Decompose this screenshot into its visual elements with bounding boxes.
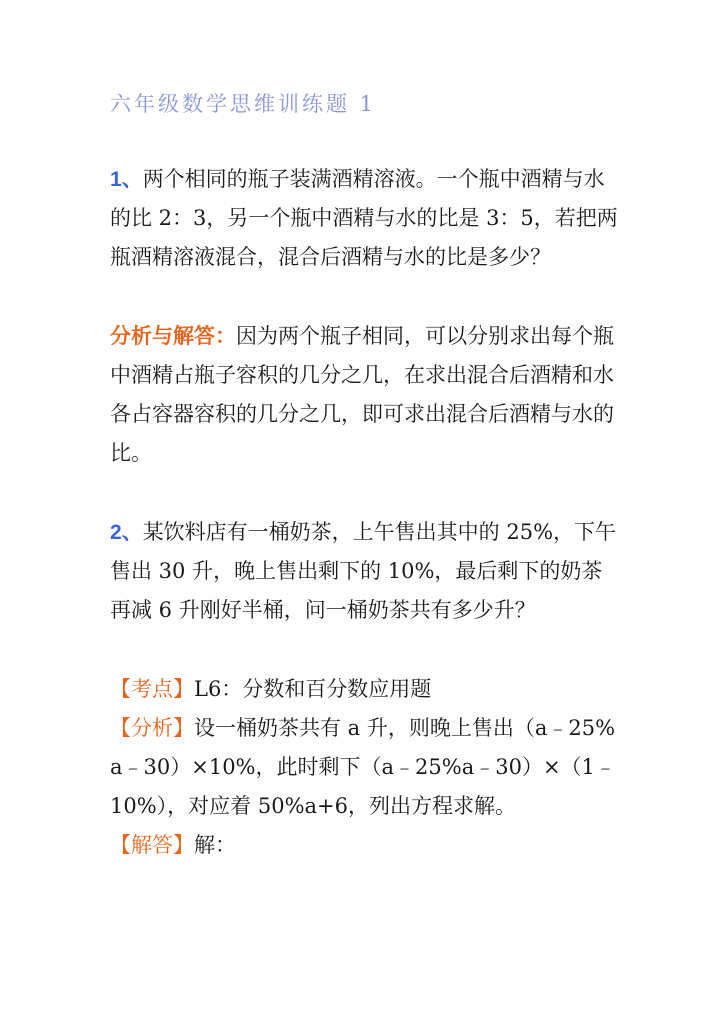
answer-1-label: 分析与解答： xyxy=(110,323,236,348)
kaodian-text: L6：分数和百分数应用题 xyxy=(194,677,432,701)
answer-2 xyxy=(110,670,620,865)
question-1 xyxy=(110,160,620,277)
question-2-text xyxy=(110,513,620,630)
page-title: 六年级数学思维训练题 1 xyxy=(110,92,377,116)
spacer xyxy=(110,277,620,316)
jieda-label: 【解答】 xyxy=(110,833,194,857)
fenxi-text: 设一桶奶茶共有 a 升，则晚上售出（a﹣25%a﹣30）×10%，此时剩下（a﹣25%a﹣30）×（1﹣10%），对应着 50%a+6，列出方程求解。 xyxy=(110,716,616,818)
kaodian-line xyxy=(110,670,620,709)
question-1-text xyxy=(110,160,620,277)
fenxi-line xyxy=(110,709,620,826)
document-page xyxy=(110,88,620,865)
question-2-body: 某饮料店有一桶奶茶，上午售出其中的 25%，下午售出 30 升，晚上售出剩下的 10%，最后剩下的奶茶再减 6 升刚好半桶，问一桶奶茶共有多少升？ xyxy=(110,520,617,622)
jieda-line xyxy=(110,826,620,865)
question-1-body: 两个相同的瓶子装满酒精溶液。一个瓶中酒精与水的比 2：3，另一个瓶中酒精与水的比是 3：5，若把两瓶酒精溶液混合，混合后酒精与水的比是多少？ xyxy=(110,167,618,269)
question-1-number: 1 xyxy=(110,168,122,191)
fenxi-label: 【分析】 xyxy=(110,716,194,740)
spacer xyxy=(110,473,620,513)
question-1-separator: 、 xyxy=(121,168,143,191)
answer-1-body: 因为两个瓶子相同，可以分别求出每个瓶中酒精占瓶子容积的几分之几，在求出混合后酒精和水各占容器容积的几分之几，即可求出混合后酒精与水的比。 xyxy=(110,324,614,465)
answer-1-text xyxy=(110,316,620,473)
question-2 xyxy=(110,513,620,630)
answer-1 xyxy=(110,316,620,473)
spacer xyxy=(110,630,620,670)
question-2-separator: 、 xyxy=(121,521,143,544)
jieda-text: 解： xyxy=(194,833,236,857)
question-2-number: 2 xyxy=(110,521,122,544)
kaodian-label: 【考点】 xyxy=(110,677,194,701)
